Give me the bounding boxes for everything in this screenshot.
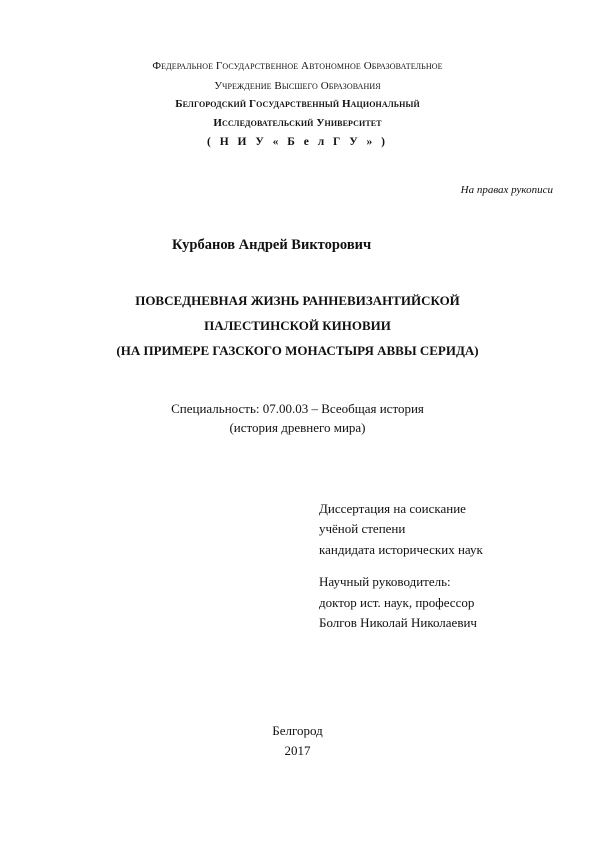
- title-line-3: (НА ПРИМЕРЕ ГАЗСКОГО МОНАСТЫРЯ АВВЫ СЕРИДА): [116, 343, 479, 358]
- year: 2017: [284, 743, 311, 758]
- org-abbreviation: ( Н И У « Б е л Г У » ): [206, 136, 389, 148]
- org-line-3: Белгородский Государственный Национальный: [175, 98, 420, 110]
- city: Белгород: [272, 723, 323, 738]
- degree-line-3: кандидата исторических наук: [319, 542, 483, 557]
- supervisor-line-2: доктор ист. наук, профессор: [319, 595, 475, 610]
- org-line-1: Федеральное Государственное Автономное Образовательное: [152, 60, 443, 72]
- org-line-2: Учреждение Высшего Образования: [214, 80, 381, 92]
- specialty-line-2: (история древнего мира): [229, 420, 366, 435]
- title-line-2: ПАЛЕСТИНСКОЙ КИНОВИИ: [204, 318, 391, 333]
- title-line-1: ПОВСЕДНЕВНАЯ ЖИЗНЬ РАННЕВИЗАНТИЙСКОЙ: [135, 293, 460, 308]
- degree-line-1: Диссертация на соискание: [319, 501, 466, 516]
- manuscript-note: На правах рукописи: [460, 184, 553, 196]
- specialty-line-1: Специальность: 07.00.03 – Всеобщая история: [171, 401, 424, 416]
- org-line-4: Исследовательский Университет: [213, 117, 382, 129]
- author-name: Курбанов Андрей Викторович: [172, 237, 372, 253]
- supervisor-line-1: Научный руководитель:: [319, 574, 451, 589]
- supervisor-line-3: Болгов Николай Николаевич: [319, 615, 477, 630]
- degree-line-2: учёной степени: [319, 521, 406, 536]
